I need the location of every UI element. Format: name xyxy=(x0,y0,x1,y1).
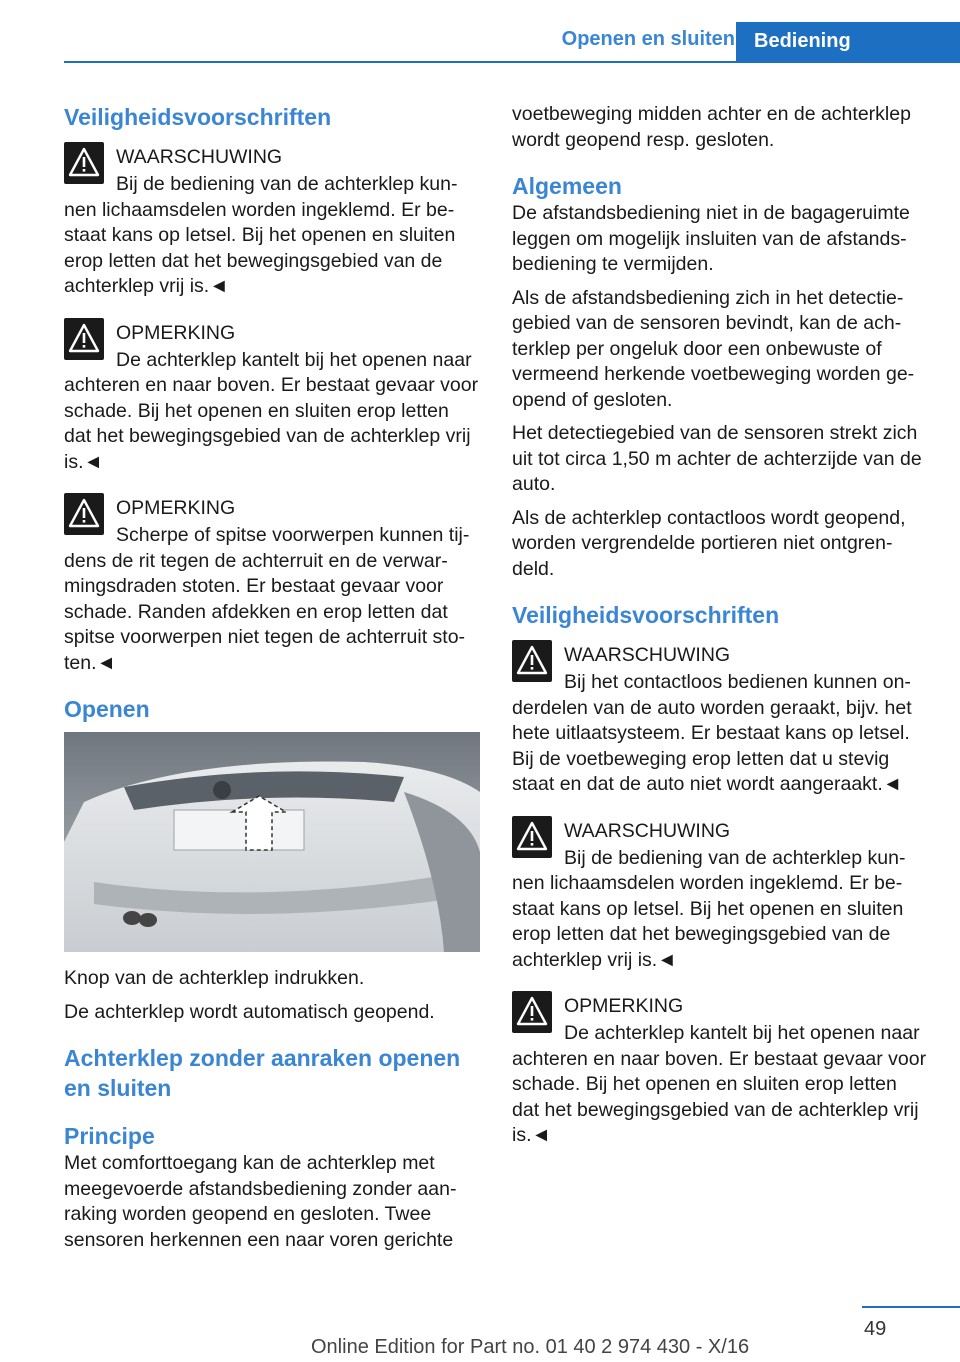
heading-safety: Veiligheidsvoorschriften xyxy=(512,602,780,628)
page-number: 49 xyxy=(864,1318,887,1340)
note-text: achteren en naar boven. Er bestaat gevaar voor schade. Bij het openen en sluiten erop letten dat het bewegingsgebied van de achterklep vrij is.◄ xyxy=(64,374,479,473)
left-column xyxy=(64,102,480,1261)
header-chapter-tab: Bediening xyxy=(736,22,960,62)
paragraph: De achterklep wordt automatisch geopend. xyxy=(64,1000,435,1023)
heading-general: Algemeen xyxy=(512,173,622,199)
note-text-first: Bij het contactloos bedienen kunnen on- xyxy=(564,671,911,693)
note-text-first: Bij de bediening van de achterklep kun- xyxy=(564,846,906,869)
heading-touchless: Achterklep zonder aanraken openen en sluiten xyxy=(64,1045,461,1101)
edition-line: Online Edition for Part no. 01 40 2 974 430 - X/16 xyxy=(311,1336,750,1358)
note-text-first: Scherpe of spitse voorwerpen kunnen tij- xyxy=(116,524,470,546)
warning-note xyxy=(512,816,928,974)
page-header xyxy=(0,0,960,62)
note-label: OPMERKING xyxy=(564,995,684,1017)
note-text: nen lichaamsdelen worden ingeklemd. Er be- staat kans op letsel. Bij het openen en sluiten erop letten dat het bewegingsgebied van de achterklep vrij is.◄ xyxy=(64,198,456,297)
header-section-title: Openen en sluiten xyxy=(561,28,735,50)
warning-note xyxy=(64,142,480,300)
paragraph: Als de achterklep contactloos wordt geopend, worden vergrendelde portieren niet ontgren- deld. xyxy=(512,506,906,580)
paragraph: Knop van de achterklep indrukken. xyxy=(64,967,365,989)
heading-open: Openen xyxy=(64,696,150,722)
warning-note xyxy=(512,640,928,798)
note-text: nen lichaamsdelen worden ingeklemd. Er be- staat kans op letsel. Bij het openen en sluiten erop letten dat het bewegingsgebied van de achterklep vrij is.◄ xyxy=(512,872,904,971)
warning-triangle-icon xyxy=(512,640,552,682)
note-text-first: Bij de bediening van de achterklep kun- xyxy=(116,173,458,195)
heading-principle: Principe xyxy=(64,1123,155,1149)
warning-triangle-icon xyxy=(64,493,104,535)
note-label: WAARSCHUWING xyxy=(116,146,283,168)
caution-note xyxy=(64,493,480,676)
warning-triangle-icon xyxy=(64,142,104,184)
warning-triangle-icon xyxy=(64,318,104,360)
footer-rule xyxy=(862,1306,960,1308)
heading-safety: Veiligheidsvoorschriften xyxy=(64,104,332,130)
note-text: dens de rit tegen de achterruit en de verwar- mingsdraden stoten. Er bestaat gevaar voor schade. Randen afdekken en erop letten dat spitse voorwerpen niet tegen de achterruit sto- ten.◄ xyxy=(64,549,466,674)
note-text-first: De achterklep kantelt bij het openen naar xyxy=(564,1022,920,1044)
note-text: achteren en naar boven. Er bestaat gevaar voor schade. Bij het openen en sluiten erop letten dat het bewegingsgebied van de achterklep vrij is.◄ xyxy=(512,1047,927,1146)
caution-note xyxy=(64,318,480,476)
paragraph: Met comforttoegang kan de achterklep met meegevoerde afstandsbediening zonder aan- raking worden geopend en gesloten. Twee sensoren herkennen een naar voren gerichte xyxy=(64,1152,457,1251)
paragraph: De afstandsbediening niet in de bagageruimte leggen om mogelijk insluiten van de afstands- bediening te vermijden. xyxy=(512,202,910,275)
warning-triangle-icon xyxy=(512,991,552,1033)
warning-triangle-icon xyxy=(512,816,552,858)
note-label: WAARSCHUWING xyxy=(564,644,731,666)
paragraph: Het detectiegebied van de sensoren strekt zich uit tot circa 1,50 m achter de achterzijde van de auto. xyxy=(512,422,922,495)
note-text: derdelen van de auto worden geraakt, bijv. het hete uitlaatsysteem. Er bestaat kans op letsel. Bij de voetbeweging erop letten dat u stevig staat en dat de auto niet wordt aangeraakt.◄ xyxy=(512,696,912,795)
note-label: OPMERKING xyxy=(116,321,236,344)
paragraph: Als de afstandsbediening zich in het detectie- gebied van de sensoren bevindt, kan de ach- terklep per ongeluk door een onbewuste of vermeend herkende voetbeweging worden ge- opend of gesloten. xyxy=(512,286,915,411)
tailgate-photo xyxy=(64,732,480,952)
paragraph: voetbeweging midden achter en de achterklep wordt geopend resp. gesloten. xyxy=(512,103,911,151)
note-label: WAARSCHUWING xyxy=(564,819,731,842)
header-rule xyxy=(64,61,960,63)
note-label: OPMERKING xyxy=(116,497,236,519)
right-column xyxy=(512,102,928,1167)
note-text-first: De achterklep kantelt bij het openen naar xyxy=(116,348,472,371)
caution-note xyxy=(512,991,928,1149)
